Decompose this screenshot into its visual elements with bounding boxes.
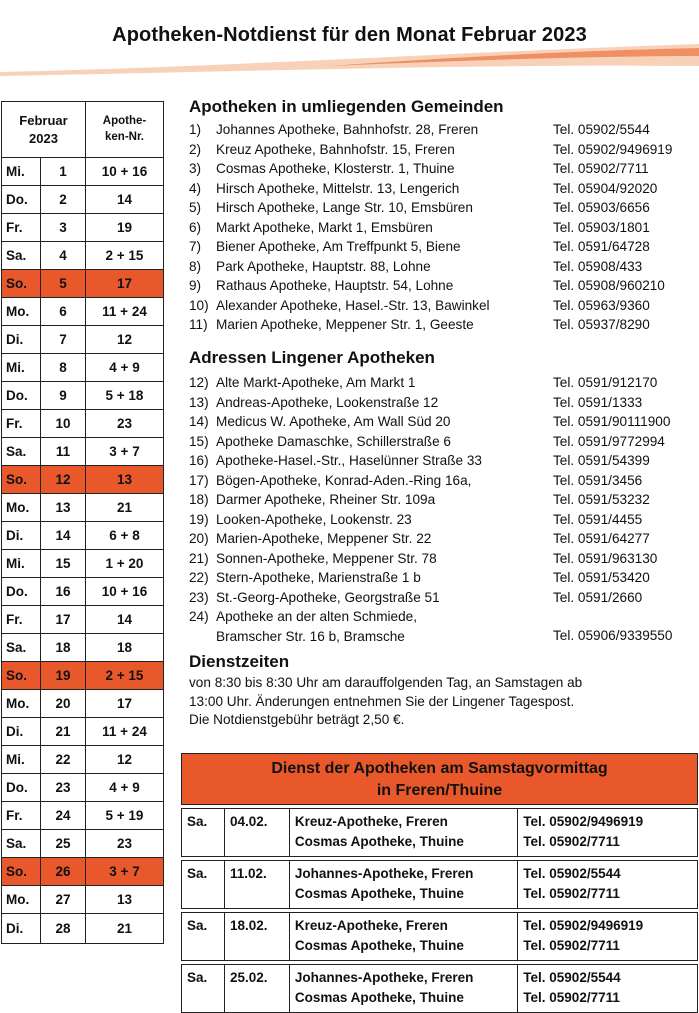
calendar-pharmacy-numbers: 14 xyxy=(86,606,164,634)
saturday-phone-1: Tel. 05902/5544 xyxy=(523,866,621,881)
calendar-row xyxy=(2,410,164,438)
calendar-header-number xyxy=(86,102,164,158)
pharmacy-address: Johannes Apotheke, Bahnhofstr. 28, Freren xyxy=(216,122,479,137)
saturday-pharmacy-2: Cosmas Apotheke, Thuine xyxy=(294,938,464,953)
saturday-row xyxy=(182,913,698,961)
pharmacy-number: 10) xyxy=(189,297,209,313)
calendar-weekday: Mo. xyxy=(2,886,41,914)
saturday-date: 25.02. xyxy=(224,965,289,1013)
pharmacy-phone: Tel. 0591/4455 xyxy=(553,511,643,527)
calendar-row xyxy=(2,746,164,774)
calendar-weekday: Do. xyxy=(2,382,41,410)
pharmacy-address: Stern-Apotheke, Marienstraße 1 b xyxy=(216,570,421,585)
header-number-a: Apothe- xyxy=(102,114,147,127)
calendar-date: 17 xyxy=(41,606,86,634)
calendar-pharmacy-numbers: 13 xyxy=(86,886,164,914)
saturday-phones xyxy=(518,913,698,961)
calendar-date: 1 xyxy=(41,158,86,186)
pharmacy-list-item xyxy=(189,568,694,588)
saturday-row xyxy=(182,861,698,909)
calendar-date: 14 xyxy=(41,522,86,550)
calendar-row xyxy=(2,354,164,382)
calendar-pharmacy-numbers: 11 + 24 xyxy=(86,298,164,326)
pharmacy-phone: Tel. 0591/90111900 xyxy=(553,414,671,429)
pharmacy-phone: Tel. 0591/64728 xyxy=(553,239,650,254)
calendar-row xyxy=(2,578,164,606)
pharmacy-number: 22) xyxy=(189,570,209,585)
pharmacy-address: Marien Apotheke, Meppener Str. 1, Geeste xyxy=(216,317,474,332)
calendar-date: 18 xyxy=(41,634,86,662)
calendar-weekday: Fr. xyxy=(2,214,41,242)
pharmacy-list-item xyxy=(189,218,694,238)
pharmacy-number: 20) xyxy=(189,531,209,546)
calendar-pharmacy-numbers: 17 xyxy=(86,690,164,718)
pharmacy-phone: Tel. 0591/2660 xyxy=(553,589,643,605)
pharmacy-phone: Tel. 0591/64277 xyxy=(553,531,650,546)
dienstzeiten-heading: Dienstzeiten xyxy=(189,652,290,671)
calendar-date: 19 xyxy=(41,662,86,690)
calendar-row xyxy=(2,298,164,326)
calendar-row xyxy=(2,326,164,354)
saturday-date: 11.02. xyxy=(224,861,289,909)
calendar-row xyxy=(2,634,164,662)
calendar-weekday: Do. xyxy=(2,774,41,802)
pharmacy-list-item xyxy=(189,607,694,645)
calendar-weekday: Fr. xyxy=(2,410,41,438)
calendar-row xyxy=(2,494,164,522)
calendar-pharmacy-numbers: 18 xyxy=(86,634,164,662)
pharmacy-number: 24) xyxy=(189,609,209,624)
calendar-row xyxy=(2,186,164,214)
calendar-row xyxy=(2,466,164,494)
pharmacy-number: 2) xyxy=(189,141,202,157)
calendar-date: 2 xyxy=(41,186,86,214)
saturday-phones xyxy=(518,965,698,1013)
dienstzeiten-line-3: Die Notdienstgebühr beträgt 2,50 €. xyxy=(189,712,405,727)
calendar-weekday: Fr. xyxy=(2,802,41,830)
calendar-date: 3 xyxy=(41,214,86,242)
saturday-pharmacy-2: Cosmas Apotheke, Thuine xyxy=(294,886,464,901)
calendar-pharmacy-numbers: 14 xyxy=(86,186,164,214)
page-title: Apotheken-Notdienst für den Monat Februar 2023 xyxy=(112,24,587,46)
saturday-phone-2: Tel. 05902/7711 xyxy=(523,834,620,849)
calendar-weekday: Sa. xyxy=(2,830,41,858)
calendar-date: 4 xyxy=(41,242,86,270)
calendar-weekday: Mi. xyxy=(2,354,41,382)
pharmacy-number: 13) xyxy=(189,394,209,410)
calendar-weekday: Sa. xyxy=(2,438,41,466)
pharmacy-address: Kreuz Apotheke, Bahnhofstr. 15, Freren xyxy=(216,141,455,157)
calendar-weekday: Sa. xyxy=(2,242,41,270)
calendar-pharmacy-numbers: 23 xyxy=(86,830,164,858)
pharmacy-number: 6) xyxy=(189,219,202,235)
calendar-pharmacy-numbers: 10 + 16 xyxy=(86,578,164,606)
saturday-pharmacy-1: Kreuz-Apotheke, Freren xyxy=(294,814,448,829)
calendar-weekday: So. xyxy=(2,270,41,298)
calendar-date: 9 xyxy=(41,382,86,410)
saturday-service-body xyxy=(182,754,698,1013)
pharmacy-list-item xyxy=(189,315,694,335)
calendar-row xyxy=(2,158,164,186)
calendar-row xyxy=(2,438,164,466)
pharmacy-number: 11) xyxy=(189,317,208,332)
pharmacy-list-item xyxy=(189,471,694,491)
saturday-phones xyxy=(518,861,698,909)
calendar-date: 7 xyxy=(41,326,86,354)
pharmacy-phone: Tel. 05903/1801 xyxy=(553,219,650,235)
calendar-pharmacy-numbers: 12 xyxy=(86,326,164,354)
calendar-weekday: Di. xyxy=(2,718,41,746)
saturday-phone-1: Tel. 05902/9496919 xyxy=(523,814,644,829)
pharmacy-number: 9) xyxy=(189,278,202,293)
pharmacy-list-item xyxy=(189,490,694,510)
saturday-phone-2: Tel. 05902/7711 xyxy=(523,938,620,953)
saturday-phone-1: Tel. 05902/5544 xyxy=(523,970,621,985)
saturday-phone-1: Tel. 05902/9496919 xyxy=(523,918,644,933)
pharmacy-list-item xyxy=(189,529,694,549)
calendar-row xyxy=(2,830,164,858)
pharmacy-list-item xyxy=(189,198,694,218)
calendar-row xyxy=(2,662,164,690)
umliegend-section xyxy=(189,97,694,335)
calendar-row xyxy=(2,242,164,270)
calendar-date: 5 xyxy=(41,270,86,298)
pharmacy-address: Biener Apotheke, Am Treffpunkt 5, Biene xyxy=(216,239,461,254)
header-year: 2023 xyxy=(29,130,58,146)
pharmacy-phone: Tel. 05908/960210 xyxy=(553,278,665,293)
dienstzeiten-text xyxy=(189,674,694,730)
calendar-date: 13 xyxy=(41,494,86,522)
calendar-row xyxy=(2,382,164,410)
saturday-weekday: Sa. xyxy=(182,809,225,857)
calendar-pharmacy-numbers: 10 + 16 xyxy=(86,158,164,186)
calendar-pharmacy-numbers: 21 xyxy=(86,494,164,522)
calendar-pharmacy-numbers: 6 + 8 xyxy=(86,522,164,550)
saturday-pharmacy-1: Kreuz-Apotheke, Freren xyxy=(294,918,448,933)
calendar-row xyxy=(2,522,164,550)
pharmacy-list-item xyxy=(189,159,694,179)
pharmacy-number: 16) xyxy=(189,453,209,468)
pharmacy-phone: Tel. 05906/9339550 xyxy=(553,628,673,643)
calendar-date: 8 xyxy=(41,354,86,382)
pharmacy-list-item xyxy=(189,451,694,471)
pharmacy-address: Andreas-Apotheke, Lookenstraße 12 xyxy=(216,394,439,410)
calendar-pharmacy-numbers: 4 + 9 xyxy=(86,774,164,802)
pharmacy-phone: Tel. 0591/54399 xyxy=(553,453,650,468)
pharmacy-phone: Tel. 0591/53420 xyxy=(553,570,650,585)
calendar-date: 12 xyxy=(41,466,86,494)
calendar-row xyxy=(2,606,164,634)
pharmacy-phone: Tel. 05963/9360 xyxy=(553,297,650,313)
calendar-row xyxy=(2,802,164,830)
pharmacy-list-item xyxy=(189,296,694,316)
title-swoosh-decoration xyxy=(0,42,699,82)
calendar-weekday: Mi. xyxy=(2,158,41,186)
saturday-pharmacies xyxy=(289,965,517,1013)
pharmacy-address: St.-Georg-Apotheke, Georgstraße 51 xyxy=(216,589,440,605)
calendar-weekday: Mo. xyxy=(2,690,41,718)
calendar-weekday: Mi. xyxy=(2,746,41,774)
pharmacy-number: 15) xyxy=(189,433,209,449)
saturday-service-title xyxy=(182,754,698,805)
saturday-pharmacy-2: Cosmas Apotheke, Thuine xyxy=(294,834,464,849)
pharmacy-address: Alexander Apotheke, Hasel.-Str. 13, Bawinkel xyxy=(216,297,490,313)
calendar-pharmacy-numbers: 21 xyxy=(86,914,164,944)
pharmacy-phone: Tel. 05903/6656 xyxy=(553,200,650,215)
pharmacy-number: 18) xyxy=(189,492,209,507)
calendar-weekday: Di. xyxy=(2,522,41,550)
pharmacy-number: 14) xyxy=(189,414,209,429)
dienstzeiten-section xyxy=(189,652,694,730)
saturday-weekday: Sa. xyxy=(182,913,225,961)
dienstzeiten-line-1: von 8:30 bis 8:30 Uhr am darauffolgenden Tag, an Samstagen ab xyxy=(189,675,583,690)
saturday-pharmacy-1: Johannes-Apotheke, Freren xyxy=(294,866,474,881)
calendar-date: 15 xyxy=(41,550,86,578)
calendar-pharmacy-numbers: 2 + 15 xyxy=(86,662,164,690)
pharmacy-number: 5) xyxy=(189,200,202,215)
calendar-weekday: Do. xyxy=(2,578,41,606)
dienstzeiten-line-2: 13:00 Uhr. Änderungen entnehmen Sie der Lingener Tagespost. xyxy=(189,693,575,709)
pharmacy-number: 7) xyxy=(189,239,202,254)
calendar-table xyxy=(1,101,164,944)
pharmacy-list-item xyxy=(189,393,694,413)
saturday-date: 04.02. xyxy=(224,809,289,857)
lingen-section xyxy=(189,348,694,645)
pharmacy-address: Hirsch Apotheke, Mittelstr. 13, Lengerich xyxy=(216,180,460,196)
calendar-date: 23 xyxy=(41,774,86,802)
saturday-pharmacies xyxy=(289,913,517,961)
pharmacy-address: Rathaus Apotheke, Hauptstr. 54, Lohne xyxy=(216,278,454,293)
pharmacy-number: 17) xyxy=(189,472,209,488)
pharmacy-address: Hirsch Apotheke, Lange Str. 10, Emsbüren xyxy=(216,200,473,215)
pharmacy-number: 21) xyxy=(189,550,209,566)
calendar-date: 24 xyxy=(41,802,86,830)
pharmacy-number: 4) xyxy=(189,180,202,196)
pharmacy-address: Bögen-Apotheke, Konrad-Aden.-Ring 16a, xyxy=(216,472,472,488)
calendar-date: 20 xyxy=(41,690,86,718)
calendar-pharmacy-numbers: 17 xyxy=(86,270,164,298)
saturday-phones xyxy=(518,809,698,857)
pharmacy-list-item xyxy=(189,432,694,452)
pharmacy-number: 1) xyxy=(189,122,202,137)
pharmacy-list-item xyxy=(189,257,694,277)
pharmacy-phone: Tel. 0591/53232 xyxy=(553,492,650,507)
pharmacy-phone: Tel. 0591/3456 xyxy=(553,472,643,488)
calendar-pharmacy-numbers: 19 xyxy=(86,214,164,242)
pharmacy-list-item xyxy=(189,140,694,160)
calendar-weekday: Mo. xyxy=(2,494,41,522)
pharmacy-list-item xyxy=(189,549,694,569)
pharmacy-list-item xyxy=(189,588,694,608)
saturday-weekday: Sa. xyxy=(182,965,225,1013)
calendar-weekday: Sa. xyxy=(2,634,41,662)
pharmacy-list-item xyxy=(189,179,694,199)
saturday-row xyxy=(182,965,698,1013)
saturday-pharmacy-1: Johannes-Apotheke, Freren xyxy=(294,970,474,985)
pharmacy-address: Markt Apotheke, Markt 1, Emsbüren xyxy=(216,219,433,235)
calendar-body xyxy=(2,158,164,944)
pharmacy-list-item xyxy=(189,412,694,432)
calendar-date: 25 xyxy=(41,830,86,858)
calendar-row xyxy=(2,214,164,242)
pharmacy-phone: Tel. 05902/5544 xyxy=(553,122,650,137)
calendar-pharmacy-numbers: 1 + 20 xyxy=(86,550,164,578)
calendar-weekday: Di. xyxy=(2,914,41,944)
saturday-pharmacies xyxy=(289,809,517,857)
calendar-pharmacy-numbers: 12 xyxy=(86,746,164,774)
saturday-service-table xyxy=(181,753,698,1013)
pharmacy-address: Looken-Apotheke, Lookenstr. 23 xyxy=(216,511,412,527)
pharmacy-phone: Tel. 05937/8290 xyxy=(553,317,650,332)
calendar-weekday: Mi. xyxy=(2,550,41,578)
calendar-date: 22 xyxy=(41,746,86,774)
saturday-phone-2: Tel. 05902/7711 xyxy=(523,990,620,1005)
pharmacy-number: 19) xyxy=(189,511,209,527)
calendar-weekday: Mo. xyxy=(2,298,41,326)
pharmacy-phone: Tel. 0591/9772994 xyxy=(553,433,665,449)
calendar-row xyxy=(2,270,164,298)
saturday-pharmacy-2: Cosmas Apotheke, Thuine xyxy=(294,990,464,1005)
calendar-pharmacy-numbers: 23 xyxy=(86,410,164,438)
pharmacy-address: Cosmas Apotheke, Klosterstr. 1, Thuine xyxy=(216,161,455,176)
calendar-weekday: Fr. xyxy=(2,606,41,634)
pharmacy-address: Apotheke an der alten Schmiede, xyxy=(216,609,418,624)
saturday-weekday: Sa. xyxy=(182,861,225,909)
saturday-date: 18.02. xyxy=(224,913,289,961)
header-number-b: ken-Nr. xyxy=(105,130,144,143)
pharmacy-phone: Tel. 05902/9496919 xyxy=(553,141,673,157)
pharmacy-number: 12) xyxy=(189,375,209,390)
calendar-row xyxy=(2,550,164,578)
calendar-row xyxy=(2,718,164,746)
lingen-list xyxy=(189,373,694,645)
calendar-weekday: Do. xyxy=(2,186,41,214)
pharmacy-number: 23) xyxy=(189,589,209,605)
pharmacy-list-item xyxy=(189,510,694,530)
pharmacy-phone: Tel. 0591/1333 xyxy=(553,394,643,410)
pharmacy-address: Park Apotheke, Hauptstr. 88, Lohne xyxy=(216,258,431,274)
saturday-title-line-2: in Freren/Thuine xyxy=(376,782,503,799)
pharmacy-address: Apotheke Damaschke, Schillerstraße 6 xyxy=(216,433,451,449)
calendar-date: 26 xyxy=(41,858,86,886)
pharmacy-address-line-2: Bramscher Str. 16 b, Bramsche xyxy=(216,628,405,644)
pharmacy-phone: Tel. 05902/7711 xyxy=(553,161,649,176)
calendar-weekday: So. xyxy=(2,662,41,690)
calendar-row xyxy=(2,914,164,944)
pharmacy-address: Marien-Apotheke, Meppener Str. 22 xyxy=(216,531,432,546)
calendar-pharmacy-numbers: 5 + 19 xyxy=(86,802,164,830)
saturday-row xyxy=(182,809,698,857)
umliegend-list xyxy=(189,120,694,335)
saturday-phone-2: Tel. 05902/7711 xyxy=(523,886,620,901)
pharmacy-address: Sonnen-Apotheke, Meppener Str. 78 xyxy=(216,550,437,566)
pharmacy-address: Medicus W. Apotheke, Am Wall Süd 20 xyxy=(216,414,451,429)
saturday-pharmacies xyxy=(289,861,517,909)
calendar-weekday: So. xyxy=(2,466,41,494)
calendar-row xyxy=(2,774,164,802)
calendar-date: 10 xyxy=(41,410,86,438)
calendar-pharmacy-numbers: 3 + 7 xyxy=(86,438,164,466)
pharmacy-phone: Tel. 05908/433 xyxy=(553,258,643,274)
calendar-pharmacy-numbers: 4 + 9 xyxy=(86,354,164,382)
calendar-row xyxy=(2,690,164,718)
calendar-header-month xyxy=(2,102,86,158)
pharmacy-phone: Tel. 0591/912170 xyxy=(553,375,658,390)
calendar-pharmacy-numbers: 5 + 18 xyxy=(86,382,164,410)
pharmacy-address: Apotheke-Hasel.-Str., Haselünner Straße 33 xyxy=(216,453,482,468)
calendar-date: 27 xyxy=(41,886,86,914)
calendar-pharmacy-numbers: 11 + 24 xyxy=(86,718,164,746)
saturday-title-line-1: Dienst der Apotheken am Samstagvormittag xyxy=(271,760,608,777)
calendar-date: 11 xyxy=(41,438,86,466)
pharmacy-address: Alte Markt-Apotheke, Am Markt 1 xyxy=(216,375,416,390)
calendar-date: 21 xyxy=(41,718,86,746)
calendar-pharmacy-numbers: 2 + 15 xyxy=(86,242,164,270)
calendar-weekday: So. xyxy=(2,858,41,886)
pharmacy-number: 8) xyxy=(189,258,202,274)
pharmacy-number: 3) xyxy=(189,161,202,176)
calendar-row xyxy=(2,886,164,914)
pharmacy-list-item xyxy=(189,373,694,393)
pharmacy-phone: Tel. 0591/963130 xyxy=(553,550,658,566)
pharmacy-address: Darmer Apotheke, Rheiner Str. 109a xyxy=(216,492,436,507)
umliegend-heading: Apotheken in umliegenden Gemeinden xyxy=(189,97,504,116)
lingen-heading: Adressen Lingener Apotheken xyxy=(189,348,435,367)
header-month: Februar xyxy=(19,112,68,128)
calendar-pharmacy-numbers: 13 xyxy=(86,466,164,494)
calendar-pharmacy-numbers: 3 + 7 xyxy=(86,858,164,886)
calendar-date: 16 xyxy=(41,578,86,606)
pharmacy-list-item xyxy=(189,276,694,296)
pharmacy-list-item xyxy=(189,237,694,257)
calendar-weekday: Di. xyxy=(2,326,41,354)
calendar-date: 28 xyxy=(41,914,86,944)
pharmacy-phone: Tel. 05904/92020 xyxy=(553,180,658,196)
calendar-date: 6 xyxy=(41,298,86,326)
calendar-row xyxy=(2,858,164,886)
pharmacy-list-item xyxy=(189,120,694,140)
